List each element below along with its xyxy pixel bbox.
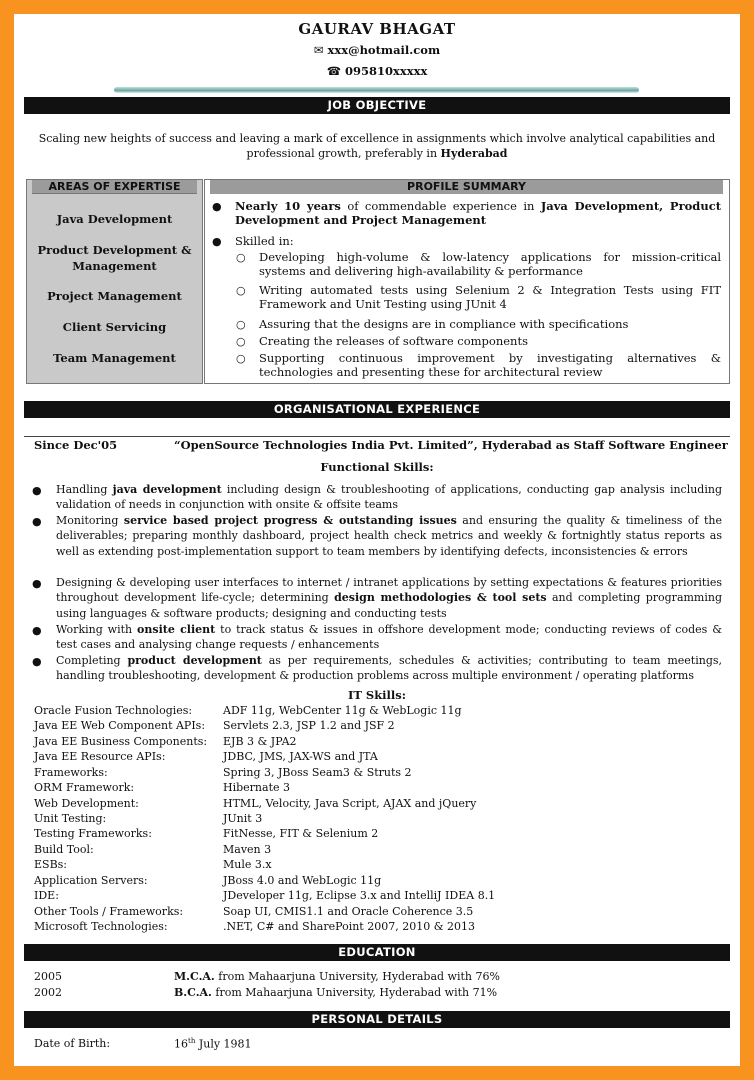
it-skill-label: Java EE Resource APIs: bbox=[34, 750, 166, 763]
header-divider-wave bbox=[114, 87, 639, 93]
functional-skill-item bbox=[56, 653, 722, 684]
dob-label: Date of Birth: bbox=[34, 1037, 111, 1050]
profile-bullet-skilled: Skilled in: bbox=[235, 234, 294, 248]
employment-start: Since Dec'05 bbox=[34, 438, 118, 452]
it-skill-label: Testing Frameworks: bbox=[34, 827, 152, 840]
functional-skill-item bbox=[56, 482, 722, 513]
telephone-icon: ☎ bbox=[326, 64, 342, 78]
skill-highlight: java development bbox=[112, 483, 222, 496]
objective-location: Hyderabad bbox=[440, 147, 508, 160]
phone-line bbox=[14, 64, 740, 78]
experience-divider bbox=[24, 436, 730, 437]
objective-line-2 bbox=[34, 146, 720, 161]
circle-bullet-icon: ○ bbox=[236, 251, 246, 264]
education-entry bbox=[174, 970, 500, 983]
it-skill-label: Java EE Web Component APIs: bbox=[34, 719, 206, 732]
skill-text: Working with bbox=[56, 623, 138, 636]
it-skills-heading: IT Skills: bbox=[347, 688, 407, 702]
skill-text: as per requirements, schedules & activities; contributing to team meetings, handling troubleshooting, development & production problems across multiple environment / operating platforms bbox=[56, 654, 722, 683]
skill-highlight: product development bbox=[127, 654, 262, 667]
degree-detail: from Mahaarjuna University, Hyderabad with 76% bbox=[214, 970, 500, 983]
profile-summary-heading: PROFILE SUMMARY bbox=[210, 180, 723, 194]
it-skill-label: Web Development: bbox=[34, 797, 139, 810]
experience-years: Nearly 10 years bbox=[235, 199, 341, 213]
it-skill-value: JDeveloper 11g, Eclipse 3.x and IntelliJ IDEA 8.1 bbox=[223, 889, 496, 902]
it-skill-value: Servlets 2.3, JSP 1.2 and JSF 2 bbox=[223, 719, 395, 732]
it-skill-label: Application Servers: bbox=[34, 874, 148, 887]
email-line bbox=[14, 43, 740, 57]
it-skill-label: Microsoft Technologies: bbox=[34, 920, 168, 933]
it-skill-label: Frameworks: bbox=[34, 766, 108, 779]
bullet-icon: ● bbox=[32, 515, 42, 528]
it-skill-label: Java EE Business Components: bbox=[34, 735, 208, 748]
it-skill-value: FitNesse, FIT & Selenium 2 bbox=[223, 827, 379, 840]
education-entry bbox=[174, 986, 497, 999]
skill-text: Monitoring bbox=[56, 514, 124, 527]
skill-text: to track status & issues in offshore development mode; conducting reviews of codes & test cases and analysing change requests / enhancements bbox=[56, 623, 723, 652]
bullet-icon: ● bbox=[212, 200, 222, 213]
profile-sub-item: Assuring that the designs are in compliance with specifications bbox=[259, 317, 629, 331]
skill-text: and completing programming using languages & software products; designing and conducting tests bbox=[56, 591, 723, 620]
profile-sub-item: Developing high-volume & low-latency applications for mission-critical systems and delivering high-availability & performance bbox=[259, 250, 721, 278]
circle-bullet-icon: ○ bbox=[236, 284, 246, 297]
dob-suffix: th bbox=[188, 1037, 196, 1045]
functional-skill-item bbox=[56, 575, 722, 621]
expertise-item: Management bbox=[72, 259, 157, 273]
employer-and-role: “OpenSource Technologies India Pvt. Limited”, Hyderabad as Staff Software Engineer bbox=[174, 438, 728, 452]
skill-text: Handling bbox=[56, 483, 113, 496]
skill-text: and ensuring the quality & timeliness of the deliverables; preparing monthly dashboard, project health check metrics and weekly & fortnightly status reports as well as extending post-implementation support to team members by identifying defects, inconsistencies & errors bbox=[56, 514, 722, 558]
functional-skill-item bbox=[56, 622, 722, 653]
it-skill-value: EJB 3 & JPA2 bbox=[223, 735, 297, 748]
it-skill-label: Build Tool: bbox=[34, 843, 94, 856]
it-skill-label: ORM Framework: bbox=[34, 781, 135, 794]
it-skill-label: IDE: bbox=[34, 889, 59, 902]
expertise-item: Project Management bbox=[47, 289, 182, 303]
areas-of-expertise-heading: AREAS OF EXPERTISE bbox=[32, 180, 197, 194]
it-skill-value: JUnit 3 bbox=[223, 812, 263, 825]
dob-value bbox=[174, 1037, 252, 1051]
profile-sub-item: Supporting continuous improvement by investigating alternatives & technologies and presenting these for architectural review bbox=[259, 351, 721, 379]
expertise-item: Java Development bbox=[56, 212, 173, 226]
it-skill-value: Soap UI, CMIS1.1 and Oracle Coherence 3.5 bbox=[223, 905, 474, 918]
profile-sub-item: Writing automated tests using Selenium 2 & Integration Tests using FIT Framework and Unit Testing using JUnit 4 bbox=[259, 283, 721, 311]
it-skill-value: HTML, Velocity, Java Script, AJAX and jQuery bbox=[223, 797, 477, 810]
skill-text: Designing & developing user interfaces to internet / intranet applications by setting expectations & features priorities throughout development life-cycle; determining bbox=[56, 576, 722, 605]
dob-day: 16 bbox=[174, 1037, 188, 1051]
education-year: 2002 bbox=[34, 986, 62, 999]
candidate-name: GAURAV BHAGAT bbox=[298, 20, 456, 38]
education-heading: EDUCATION bbox=[24, 944, 730, 961]
bullet-icon: ● bbox=[32, 655, 42, 668]
skill-text: including design & troubleshooting of applications, conducting gap analysis including validation of needs in conjunction with onsite & offsite teams bbox=[56, 483, 722, 512]
it-skill-label: Oracle Fusion Technologies: bbox=[34, 704, 193, 717]
degree-name: M.C.A. bbox=[174, 970, 215, 983]
degree-detail: from Mahaarjuna University, Hyderabad with 71% bbox=[211, 986, 498, 999]
it-skill-value: ADF 11g, WebCenter 11g & WebLogic 11g bbox=[223, 704, 462, 717]
resume-page bbox=[14, 14, 740, 1066]
phone-number: 095810xxxxx bbox=[345, 64, 428, 78]
experience-domains: Java Development, Product Development and Project Management bbox=[235, 199, 722, 227]
job-objective-heading: JOB OBJECTIVE bbox=[24, 97, 730, 114]
functional-skill-item bbox=[56, 513, 722, 559]
profile-bullet-experience bbox=[235, 199, 721, 227]
experience-text: of commendable experience in bbox=[340, 199, 541, 213]
expertise-item: Client Servicing bbox=[62, 320, 167, 334]
objective-line-1: Scaling new heights of success and leaving a mark of excellence in assignments which involve analytical capabilities and bbox=[38, 132, 716, 145]
it-skill-value: Maven 3 bbox=[223, 843, 272, 856]
it-skill-value: Hibernate 3 bbox=[223, 781, 290, 794]
it-skill-value: JBoss 4.0 and WebLogic 11g bbox=[223, 874, 382, 887]
skill-text: Completing bbox=[56, 654, 128, 667]
it-skill-value: JDBC, JMS, JAX-WS and JTA bbox=[223, 750, 378, 763]
dob-month-year: July 1981 bbox=[195, 1037, 252, 1051]
objective-text bbox=[34, 131, 720, 161]
circle-bullet-icon: ○ bbox=[236, 335, 246, 348]
it-skill-value: Mule 3.x bbox=[223, 858, 272, 871]
skill-highlight: design methodologies & tool sets bbox=[334, 591, 547, 605]
it-skill-label: Unit Testing: bbox=[34, 812, 107, 825]
bullet-icon: ● bbox=[212, 235, 222, 248]
it-skill-label: Other Tools / Frameworks: bbox=[34, 905, 184, 918]
degree-name: B.C.A. bbox=[174, 986, 212, 999]
bullet-icon: ● bbox=[32, 484, 42, 497]
functional-skills-heading: Functional Skills: bbox=[320, 460, 434, 474]
skill-highlight: onsite client bbox=[137, 623, 216, 636]
bullet-icon: ● bbox=[32, 577, 42, 590]
education-year: 2005 bbox=[34, 970, 62, 983]
personal-details-heading: PERSONAL DETAILS bbox=[24, 1011, 730, 1028]
bullet-icon: ● bbox=[32, 624, 42, 637]
objective-line-2-text: professional growth, preferably in bbox=[246, 147, 441, 160]
circle-bullet-icon: ○ bbox=[236, 318, 246, 331]
profile-sub-item: Creating the releases of software components bbox=[259, 334, 528, 348]
skill-highlight: service based project progress & outstanding issues bbox=[123, 514, 457, 527]
it-skill-value: .NET, C# and SharePoint 2007, 2010 & 2013 bbox=[223, 920, 475, 933]
it-skill-value: Spring 3, JBoss Seam3 & Struts 2 bbox=[223, 766, 412, 779]
expertise-item: Product Development & bbox=[37, 243, 192, 257]
circle-bullet-icon: ○ bbox=[236, 352, 246, 365]
organisational-experience-heading: ORGANISATIONAL EXPERIENCE bbox=[24, 401, 730, 418]
expertise-item: Team Management bbox=[53, 351, 176, 365]
envelope-icon: ✉ bbox=[313, 43, 324, 57]
it-skill-label: ESBs: bbox=[34, 858, 67, 871]
email-address: xxx@hotmail.com bbox=[327, 43, 441, 57]
